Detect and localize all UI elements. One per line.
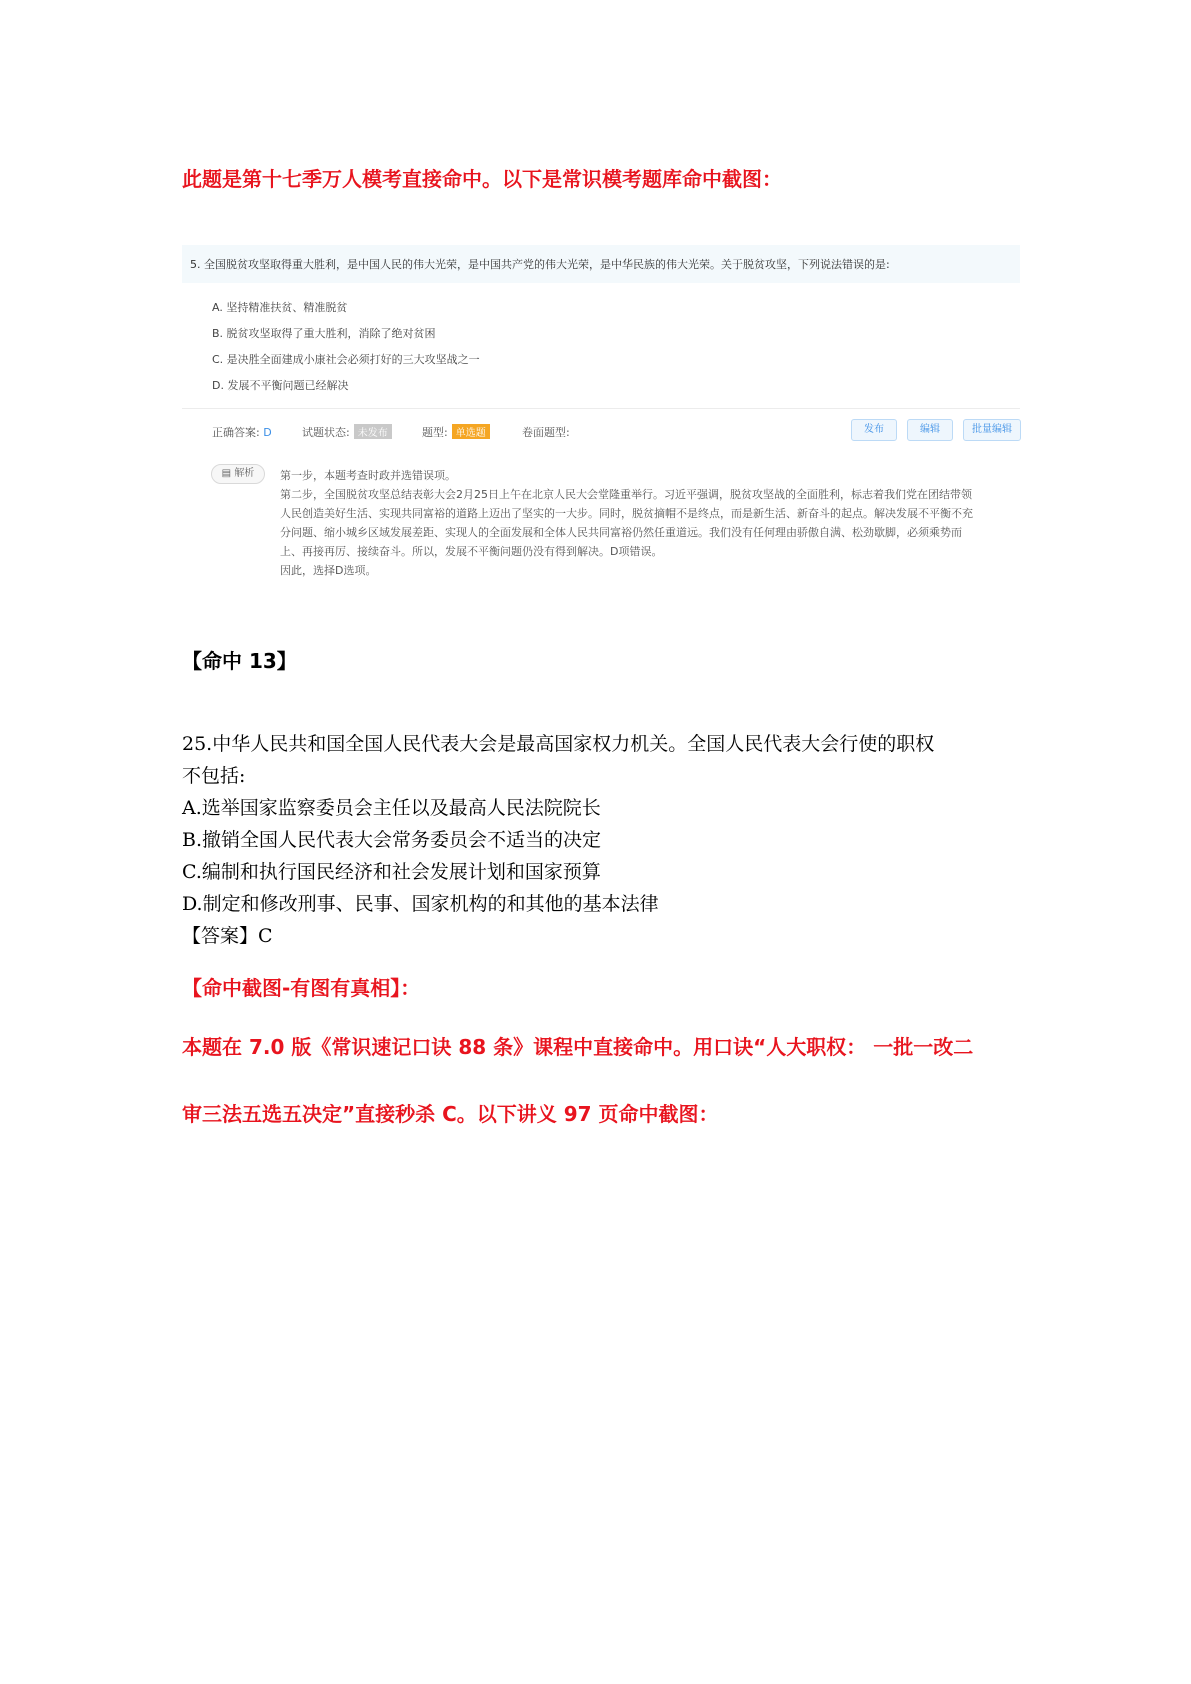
hit-label: 【命中 13】: [182, 649, 297, 673]
analysis-line: 人民创造美好生活、实现共同富裕的道路上迈出了坚实的一大步。同时，脱贫摘帽不是终点，而是新生活、新奋斗的起点。解决发展不平衡不充: [280, 507, 973, 520]
question-bank-screenshot: [182, 245, 1020, 590]
option-b: B.撤销全国人民代表大会常务委员会不适当的决定: [182, 829, 602, 851]
type-badge: 单选题: [452, 424, 490, 439]
type-label: 题型:: [422, 426, 448, 439]
option-a: A.选举国家监察委员会主任以及最高人民法院院长: [182, 797, 601, 819]
heading-course-line2: 审三法五选五决定”直接秒杀 C。以下讲义 97 页命中截图：: [182, 1102, 719, 1126]
answer-meta: [212, 424, 272, 440]
status-label: 试题状态:: [302, 426, 350, 439]
batch-edit-button[interactable]: 批量编辑: [963, 419, 1021, 441]
divider: [182, 408, 1020, 409]
answer: 【答案】C: [182, 925, 273, 947]
option-c: C.编制和执行国民经济和社会发展计划和国家预算: [182, 861, 601, 883]
question-25: [182, 728, 1022, 952]
question-bar: [182, 245, 1020, 283]
heading-course-line1: 本题在 7.0 版《常识速记口诀 88 条》课程中直接命中。用口诀“人大职权： 一批一改二: [182, 1035, 974, 1059]
publish-button[interactable]: 发布: [851, 419, 897, 441]
analysis-tag: [211, 464, 265, 484]
status-badge: 未发布: [354, 424, 392, 439]
status-meta: [302, 424, 392, 440]
edit-button[interactable]: 编辑: [907, 419, 953, 441]
analysis-line: 第二步，全国脱贫攻坚总结表彰大会2月25日上午在北京人民大会堂隆重举行。习近平强调，脱贫攻坚战的全面胜利，标志着我们党在团结带领: [280, 488, 972, 501]
document-icon: ▤: [221, 468, 232, 479]
option-a: A. 坚持精准扶贫、精准脱贫: [212, 301, 348, 314]
question-text: 5. 全国脱贫攻坚取得重大胜利，是中国人民的伟大光荣，是中国共产党的伟大光荣，是中华民族的伟大光荣。关于脱贫攻坚，下列说法错误的是:: [190, 258, 890, 271]
answer-value: D: [263, 426, 272, 439]
analysis-line: 因此，选择D选项。: [280, 564, 377, 577]
question-stem-cont: 不包括:: [182, 765, 246, 787]
analysis-line: 第一步，本题考查时政并选错误项。: [280, 469, 456, 482]
paper-type-label: 卷面题型:: [522, 426, 570, 439]
type-meta: [422, 424, 490, 440]
option-d: D. 发展不平衡问题已经解决: [212, 379, 349, 392]
answer-label: 正确答案:: [212, 426, 260, 439]
analysis-text: [280, 466, 1010, 580]
analysis-line: 分问题、缩小城乡区域发展差距、实现人的全面发展和全体人民共同富裕仍然任重道远。我们没有任何理由骄傲自满、松劲歇脚，必须乘势而: [280, 526, 962, 539]
option-c: C. 是决胜全面建成小康社会必须打好的三大攻坚战之一: [212, 353, 480, 366]
analysis-line: 上、再接再厉、接续奋斗。所以，发展不平衡问题仍没有得到解决。D项错误。: [280, 545, 663, 558]
heading-intro: 此题是第十七季万人模考直接命中。以下是常识模考题库命中截图：: [182, 167, 782, 191]
option-b: B. 脱贫攻坚取得了重大胜利，消除了绝对贫困: [212, 327, 436, 340]
question-stem: 25.中华人民共和国全国人民代表大会是最高国家权力机关。全国人民代表大会行使的职权: [182, 733, 935, 755]
heading-screenshot: 【命中截图-有图有真相】：: [182, 976, 421, 1000]
analysis-label: 解析: [234, 468, 255, 479]
option-d: D.制定和修改刑事、民事、国家机构的和其他的基本法律: [182, 893, 659, 915]
